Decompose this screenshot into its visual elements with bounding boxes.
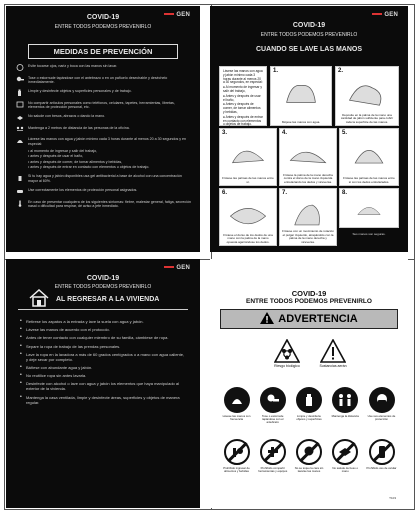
- list-sub-item: • antes y después de entrar en contacto con elementos u objetos de trabajo.: [28, 165, 150, 170]
- hand-illustration: [226, 197, 270, 233]
- poster-medidas-prevencion: [6, 6, 200, 252]
- section-heading: CUANDO SE LAVE LAS MANOS: [255, 46, 363, 53]
- prohibition-sign: [256, 439, 289, 473]
- sign-label: Limpie y desinfecte objetos y superficies: [296, 414, 322, 422]
- home-return-list: [20, 319, 186, 408]
- brand-logo: GEN: [164, 12, 190, 18]
- list-sub-item: • al momento de ingresar y salir del trabajo,: [28, 148, 98, 153]
- prohibition-sign: [220, 439, 253, 473]
- warning-banner: [220, 309, 398, 329]
- step-caption: Frótese la palma de la mano derecha contra el dorso de la mano izquierda entrelazando los dedos y viceversa.: [283, 172, 333, 184]
- step-caption: Frótese las palmas de las manos entre sí con los dedos entrelazados.: [343, 176, 395, 184]
- list-item: Use correctamente los elementos de protección personal asignados.: [16, 188, 192, 195]
- step-caption: Frótese las palmas de las manos entre sí.: [222, 176, 274, 184]
- mandatory-sign: [256, 387, 289, 425]
- food-icon: [229, 444, 245, 460]
- mask-icon: [16, 188, 24, 195]
- biohazard-sign: [270, 339, 304, 379]
- hand-illustration: [346, 137, 392, 173]
- mandatory-signs-row: [220, 387, 398, 425]
- list-item: • Lave la ropa en la lavadora a más de 60 grados centígrados o a mano con agua caliente, y deje secar por completo.: [20, 350, 185, 362]
- list-item: No compartir artículos personales como teléfonos, celulares, tapetes, herramientas, libretas, elementos de protección personal, etc.: [16, 101, 192, 110]
- bullet-icon: •: [20, 350, 22, 357]
- sign-label: Use sus elementos de protección: [367, 414, 396, 422]
- face-icon: [16, 64, 24, 71]
- step-caption: Frótese con un movimiento de rotación el pulgar izquierdo, atrapándolo con la palma de la mano derecha y viceversa.: [282, 229, 334, 244]
- mandatory-sign: [293, 387, 326, 425]
- poster-advertencia: [210, 259, 408, 508]
- poster-regreso-vivienda: [6, 259, 200, 508]
- list-item: En caso de presentar cualquiera de los siguientes síntomas: fiebre, malestar general, fatiga, secreción nasal o dificultad para respirar, dé aviso a jefe inmediato.: [16, 200, 192, 209]
- mandatory-sign: [329, 387, 362, 425]
- hand-illustration: [277, 75, 325, 113]
- prohibition-signs-row: [220, 439, 398, 473]
- house-icon: [28, 289, 50, 307]
- step-number: 5.: [342, 130, 348, 136]
- handwash-step: [279, 188, 337, 246]
- list-item: • Antes de tener contacto con cualquier miembro de su familia, cámbiese de ropa.: [20, 334, 169, 341]
- handwash-step: [270, 66, 332, 126]
- section-heading: AL REGRESAR A LA VIVIENDA: [56, 296, 160, 303]
- sign-label: No salude de beso o mano: [332, 466, 359, 474]
- poster-lavado-manos: [210, 6, 408, 252]
- handshake-icon: [337, 444, 353, 460]
- step-number: 3.: [222, 130, 228, 136]
- warning-text: ADVERTENCIA: [278, 313, 358, 325]
- list-item: • Desinfecte con alcohol o lave con agua y jabón los elementos que haya manipulado al exterior de la vivienda.: [20, 380, 179, 392]
- prohibition-sign: [293, 439, 326, 473]
- prohibition-sign: [329, 439, 362, 473]
- step-caption: Deposite en la palma de la mano una cantidad de jabón suficiente para cubrir toda la superficie de las manos.: [340, 112, 394, 124]
- step-number: 8.: [342, 190, 348, 196]
- mandatory-sign: [365, 387, 398, 425]
- exclamation-icon: [320, 339, 346, 363]
- bullet-icon: •: [20, 334, 22, 341]
- end-caption: Sus manos son seguras.: [352, 232, 386, 236]
- step-number: 4.: [282, 130, 288, 136]
- tools-icon: [16, 101, 24, 108]
- sign-label: No se toque la cara sin lavarse las manos: [294, 466, 324, 474]
- intro-bullet: ● Antes y después de comer, de tomar alimentos y bebidas,: [223, 102, 261, 114]
- hand-illustration: [286, 137, 330, 173]
- poster-title: COVID-19: [86, 275, 120, 282]
- list-item: • Báñese con abundante agua y jabón.: [20, 363, 93, 370]
- poster-subtitle: ENTRE TODOS PODEMOS PREVENIRLO: [246, 298, 372, 305]
- poster-subtitle: ENTRE TODOS PODEMOS PREVENIRLO: [260, 32, 358, 38]
- intro-text: Lávese las manos con agua y jabón mínimo cada 3 horas durante al menos 20 a 30 segundos, en especial:: [223, 69, 263, 85]
- handwash-step: [335, 66, 399, 126]
- bullet-icon: •: [20, 393, 22, 400]
- handwash-intro: [219, 66, 267, 126]
- step-caption: Frótese el dorso de los dedos de una mano con la palma de la mano opuesta agarrándose los dedos.: [223, 232, 273, 244]
- bullet-icon: •: [20, 318, 22, 324]
- mask-icon: [374, 392, 390, 408]
- handwash-step: [339, 128, 399, 186]
- hand-illustration: [226, 137, 270, 173]
- list-sub-item: • antes y después de comer, de tomar alimentos y bebidas,: [28, 159, 123, 164]
- intro-bullet: ● Antes y después de entrar en contacto con elementos u objetos de trabajo.: [223, 114, 263, 127]
- bullet-icon: •: [20, 326, 22, 333]
- list-item: Mantenga a 2 metros de distancia de las personas de la oficina.: [16, 126, 192, 133]
- hand-illustration: [346, 197, 392, 221]
- distance-icon: [16, 126, 24, 133]
- list-item: • Lávese las manos de acuerdo con el protocolo.: [20, 326, 110, 333]
- step-number: 1.: [273, 68, 279, 74]
- hazard-label: Sustancias aerán: [319, 364, 347, 368]
- list-item: • Retirese los zapatos a la entrada y lave la suela con agua y jabón.: [20, 318, 144, 324]
- poster-title: COVID-19: [292, 22, 326, 29]
- step-number: 6.: [222, 190, 228, 196]
- gel-icon: [16, 174, 24, 181]
- brand-logo: GEN: [164, 265, 190, 271]
- sign-label: Prohibido compartir herramientas y equipos: [258, 466, 288, 474]
- intro-bullet: ● Antes y después de usar el baño,: [223, 93, 261, 102]
- bullet-icon: •: [20, 363, 22, 370]
- spray-icon: [16, 89, 24, 96]
- bullet-icon: •: [20, 342, 22, 349]
- cough-icon: [16, 76, 24, 83]
- handwash-icon: [16, 137, 24, 144]
- list-item: No salude con besos, abrazos o dando la mano.: [16, 114, 192, 121]
- hazard-signs: [270, 339, 350, 379]
- warning-triangle-icon: [260, 312, 274, 327]
- sign-label: Mantenga la distancia: [331, 414, 359, 418]
- thermometer-icon: [16, 200, 24, 207]
- poster-code: T103: [389, 496, 396, 500]
- handwash-step: [339, 188, 399, 228]
- cough-icon: [265, 392, 281, 408]
- prevention-list: [16, 64, 192, 213]
- sign-label: Prohibido ingresar de alimentos y bebidas: [223, 466, 250, 474]
- list-sub-item: • antes y después de usar el baño,: [28, 154, 84, 159]
- brand-logo: GEN: [372, 12, 398, 18]
- step-number: 7.: [282, 190, 288, 196]
- list-item: • Separe la ropa de trabajo de las prendas personales.: [20, 342, 121, 349]
- sign-label: Tose o estornude tapándose con el antebrazo: [262, 414, 284, 425]
- step-caption: Mójese las manos con agua.: [281, 119, 321, 124]
- bullet-icon: •: [20, 380, 22, 387]
- hand-illustration: [286, 197, 330, 233]
- poster-title: COVID-19: [86, 14, 120, 21]
- biohazard-icon: [274, 339, 300, 363]
- list-item: Limpie y desinfecte objetos y superficies personales y de trabajo.: [16, 89, 192, 96]
- mandatory-sign: [220, 387, 253, 425]
- poster-title: COVID-19: [291, 289, 327, 298]
- hazard-label: Riesgo biológico: [274, 364, 300, 368]
- section-heading: MEDIDAS DE PREVENCIÓN: [28, 44, 178, 59]
- list-item: Evite tocarse ojos, nariz y boca con las manos sin lavar.: [16, 64, 192, 71]
- step-number: 2.: [338, 68, 344, 74]
- heading-rule: [18, 309, 188, 310]
- bullet-icon: •: [20, 372, 22, 379]
- handwash-step: [219, 128, 277, 186]
- hand-illustration: [342, 75, 392, 113]
- list-item: • Mantenga la casa ventilada, limpie y desinfecte áreas, superficies y objetos de manera regular.: [20, 393, 180, 405]
- caution-sign: [316, 339, 350, 379]
- handwash-icon: [229, 392, 245, 408]
- distance-icon: [337, 392, 353, 408]
- poster-subtitle: ENTRE TODOS PODEMOS PREVENIRLO: [54, 284, 152, 290]
- poster-subtitle: ENTRE TODOS PODEMOS PREVENIRLO: [54, 24, 152, 30]
- list-item: Si tu hay agua y jabón disponibles usa gel antibacterial a base de alcohol con una concentración mayor al 60%.: [16, 174, 192, 183]
- list-item: Lávese las manos con agua y jabón mínimo cada 3 horas durante al menos 20 a 30 segundos y en especial:: [16, 137, 192, 146]
- prohibition-sign: [365, 439, 398, 473]
- phone-icon: [374, 444, 390, 460]
- list-item: • No reutilice ropa sin antes lavarla.: [20, 372, 87, 379]
- tools-icon: [265, 444, 281, 460]
- intro-bullet: ● Al momento de ingresar y salir del trabajo,: [223, 85, 262, 93]
- handwash-step: [219, 188, 277, 246]
- handshake-icon: [16, 114, 24, 121]
- handwash-step: [279, 128, 337, 186]
- cleaning-icon: [301, 392, 317, 408]
- sign-label: Prohibido uso de celular: [366, 466, 397, 470]
- list-item: Tose o estornude tapándose con el antebrazo o en un pañuelo desechable y deséchelo inmediatamente.: [16, 76, 192, 85]
- face-touch-icon: [301, 444, 317, 460]
- sign-label: Lávese las manos con frecuencia: [222, 414, 251, 422]
